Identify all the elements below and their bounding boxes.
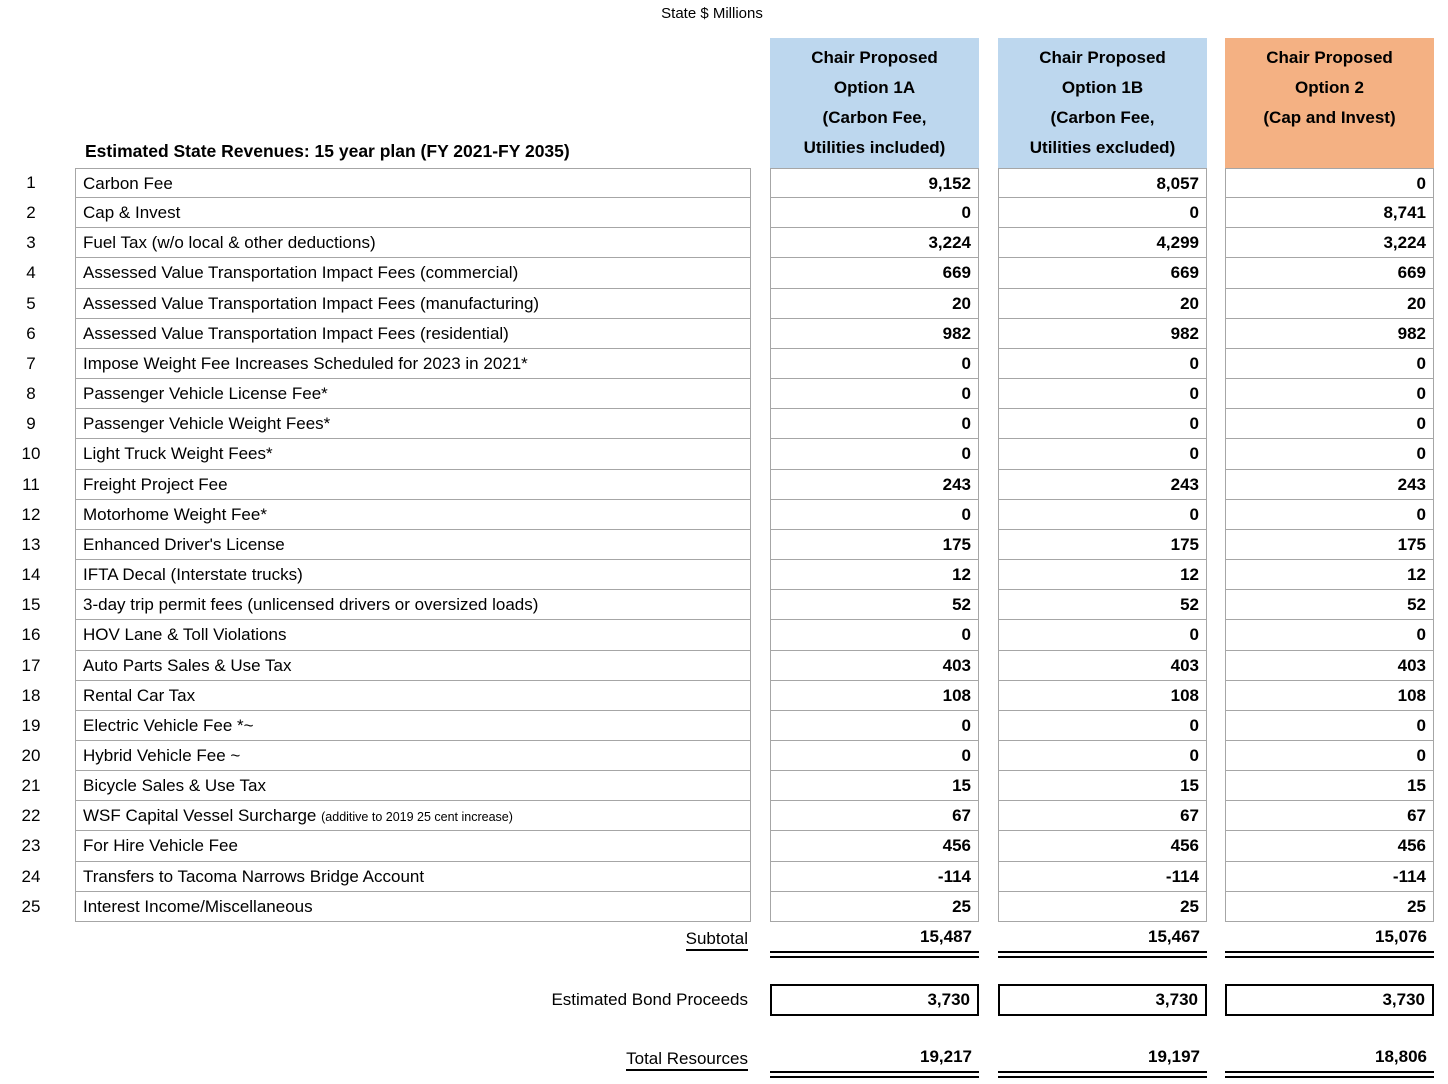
- row-value: 0: [998, 379, 1207, 409]
- row-value: 4,299: [998, 228, 1207, 258]
- row-value: 67: [1225, 801, 1434, 831]
- row-label-text: Impose Weight Fee Increases Scheduled for 2023 in 2021*: [83, 353, 528, 373]
- row-label: [75, 470, 751, 500]
- row-value: 25: [998, 892, 1207, 922]
- total-resources-label: [0, 1046, 748, 1072]
- column-header-line: [1225, 133, 1434, 163]
- row-value: 669: [770, 258, 979, 288]
- row-value: 0: [770, 409, 979, 439]
- row-label: [75, 349, 751, 379]
- row-label-text: Carbon Fee: [83, 174, 173, 193]
- row-label-text: Electric Vehicle Fee *~: [83, 715, 254, 735]
- row-label-text: Enhanced Driver's License: [83, 534, 285, 554]
- row-number: 23: [21, 836, 41, 856]
- row-value: 403: [1225, 651, 1434, 681]
- row-label-text: Auto Parts Sales & Use Tax: [83, 655, 292, 675]
- row-value: -114: [998, 862, 1207, 892]
- row-value: 67: [770, 801, 979, 831]
- subtotal-label-text: Subtotal: [686, 929, 748, 951]
- row-label: [75, 771, 751, 801]
- column-header-option-2: [1225, 38, 1434, 168]
- row-label-note: (additive to 2019 25 cent increase): [321, 810, 513, 825]
- row-label: [75, 319, 751, 349]
- row-label-text: 3-day trip permit fees (unlicensed drivers or oversized loads): [83, 595, 539, 615]
- row-label-text: Light Truck Weight Fees*: [83, 444, 273, 464]
- total-resources-label-text: Total Resources: [626, 1049, 748, 1071]
- row-value: 8,741: [1225, 198, 1434, 228]
- row-label: [75, 590, 751, 620]
- row-value: 67: [998, 801, 1207, 831]
- row-label-text: Passenger Vehicle License Fee*: [83, 384, 328, 404]
- row-value: 175: [770, 530, 979, 560]
- row-value: 0: [1225, 379, 1434, 409]
- row-value: 0: [998, 500, 1207, 530]
- row-number: 1: [26, 173, 36, 192]
- column-header-line: Chair Proposed: [811, 48, 938, 67]
- row-label-text: Assessed Value Transportation Impact Fees (manufacturing): [83, 293, 540, 313]
- row-value: 0: [1225, 409, 1434, 439]
- column-header-line: Chair Proposed: [1039, 48, 1166, 67]
- row-value: 12: [998, 560, 1207, 590]
- row-value: 669: [1225, 258, 1434, 288]
- row-number: 19: [21, 715, 41, 735]
- total-resources-value-option-1a: 19,217: [770, 1044, 979, 1078]
- row-number: 22: [21, 806, 41, 826]
- row-value: 175: [998, 530, 1207, 560]
- subtotal-value-option-1b: 15,467: [998, 924, 1207, 958]
- row-label-text: Freight Project Fee: [83, 474, 228, 494]
- row-number: 3: [26, 233, 36, 253]
- row-label: [75, 258, 751, 288]
- row-label-text: Cap & Invest: [83, 203, 181, 223]
- row-number: 13: [21, 534, 41, 554]
- bond-proceeds-value-option-2: 3,730: [1225, 984, 1434, 1016]
- bond-proceeds-value-option-1b: 3,730: [998, 984, 1207, 1016]
- row-value: 9,152: [770, 168, 979, 198]
- row-label: [75, 681, 751, 711]
- row-value: 108: [998, 681, 1207, 711]
- row-label: [75, 892, 751, 922]
- row-label-text: IFTA Decal (Interstate trucks): [83, 565, 303, 585]
- row-label: [75, 289, 751, 319]
- row-number: 15: [21, 595, 41, 615]
- row-value: 243: [1225, 470, 1434, 500]
- row-value: 403: [770, 651, 979, 681]
- bond-proceeds-value-option-1a: 3,730: [770, 984, 979, 1016]
- row-label-text: Transfers to Tacoma Narrows Bridge Account: [83, 866, 425, 886]
- row-label: [75, 530, 751, 560]
- row-value: 25: [1225, 892, 1434, 922]
- row-number: 14: [21, 565, 41, 585]
- row-value: 0: [770, 198, 979, 228]
- row-value: -114: [770, 862, 979, 892]
- column-header-line: (Carbon Fee,: [822, 108, 927, 127]
- bond-proceeds-label: Estimated Bond Proceeds: [551, 990, 748, 1009]
- total-resources-value-option-1b: 19,197: [998, 1044, 1207, 1078]
- row-label: [75, 560, 751, 590]
- row-number: 25: [21, 896, 41, 916]
- row-value: 456: [1225, 831, 1434, 861]
- row-value: 0: [998, 439, 1207, 469]
- row-number: 20: [21, 745, 41, 765]
- page-title: State $ Millions: [661, 5, 763, 22]
- row-number: 2: [26, 203, 36, 223]
- column-header-line: Utilities included): [803, 138, 946, 157]
- row-label: [75, 379, 751, 409]
- row-label: [75, 801, 751, 831]
- row-value: 175: [1225, 530, 1434, 560]
- row-label-text: Bicycle Sales & Use Tax: [83, 776, 266, 796]
- row-value: 0: [1225, 620, 1434, 650]
- column-header-line: Option 1B: [1061, 78, 1144, 97]
- row-value: 982: [998, 319, 1207, 349]
- total-resources-value-option-2: 18,806: [1225, 1044, 1434, 1078]
- row-value: 0: [998, 409, 1207, 439]
- row-value: 0: [1225, 500, 1434, 530]
- row-value: 3,224: [770, 228, 979, 258]
- row-label-text: Rental Car Tax: [83, 685, 196, 705]
- row-value: 15: [1225, 771, 1434, 801]
- row-label-text: Assessed Value Transportation Impact Fees (residential): [83, 323, 509, 343]
- row-number: 11: [22, 474, 40, 494]
- row-label: [75, 228, 751, 258]
- row-label: [75, 741, 751, 771]
- row-label: [75, 620, 751, 650]
- row-label-text: HOV Lane & Toll Violations: [83, 625, 287, 645]
- row-value: 15: [998, 771, 1207, 801]
- row-value: 456: [998, 831, 1207, 861]
- row-number: 6: [26, 323, 36, 343]
- row-value: 108: [770, 681, 979, 711]
- row-value: 0: [1225, 741, 1434, 771]
- row-value: 0: [770, 349, 979, 379]
- subtotal-value-option-2: 15,076: [1225, 924, 1434, 958]
- row-number: 8: [26, 384, 36, 404]
- row-number: 10: [21, 444, 41, 464]
- row-label: [75, 651, 751, 681]
- row-value: 108: [1225, 681, 1434, 711]
- row-value: 0: [1225, 349, 1434, 379]
- row-value: 243: [998, 470, 1207, 500]
- row-value: 12: [1225, 560, 1434, 590]
- revenue-rows-table: [0, 168, 1434, 922]
- row-value: 982: [770, 319, 979, 349]
- row-value: 0: [770, 711, 979, 741]
- row-label: [75, 711, 751, 741]
- table-heading: Estimated State Revenues: 15 year plan (FY 2021-FY 2035): [85, 141, 570, 161]
- row-label-text: Passenger Vehicle Weight Fees*: [83, 414, 331, 434]
- row-value: 0: [770, 620, 979, 650]
- row-value: 52: [1225, 590, 1434, 620]
- row-label: [75, 862, 751, 892]
- row-value: 3,224: [1225, 228, 1434, 258]
- row-value: 0: [770, 741, 979, 771]
- column-header-line: (Cap and Invest): [1263, 108, 1396, 127]
- row-number: 21: [21, 776, 41, 796]
- row-value: 12: [770, 560, 979, 590]
- row-label: [75, 439, 751, 469]
- subtotal-value-option-1a: 15,487: [770, 924, 979, 958]
- row-value: 0: [998, 198, 1207, 228]
- row-value: 0: [1225, 711, 1434, 741]
- column-header-option-1a: [770, 38, 979, 168]
- row-value: 20: [770, 289, 979, 319]
- column-header-line: (Carbon Fee,: [1050, 108, 1155, 127]
- row-value: 0: [770, 500, 979, 530]
- row-value: 52: [998, 590, 1207, 620]
- column-header-option-1b: [998, 38, 1207, 168]
- row-value: 52: [770, 590, 979, 620]
- row-value: 0: [1225, 439, 1434, 469]
- row-number: 4: [26, 263, 36, 283]
- row-number: 12: [21, 504, 41, 524]
- row-value: 0: [770, 379, 979, 409]
- row-value: 20: [1225, 289, 1434, 319]
- row-label: [75, 831, 751, 861]
- row-label-text: Motorhome Weight Fee*: [83, 504, 267, 524]
- row-number: 5: [26, 293, 36, 313]
- row-value: 8,057: [998, 168, 1207, 198]
- row-label: [75, 198, 751, 228]
- row-label-text: Fuel Tax (w/o local & other deductions): [83, 233, 376, 253]
- row-value: -114: [1225, 862, 1434, 892]
- row-label-text: Assessed Value Transportation Impact Fees (commercial): [83, 263, 519, 283]
- row-label-text: For Hire Vehicle Fee: [83, 836, 238, 856]
- row-number: 18: [21, 685, 41, 705]
- column-header-line: Utilities excluded): [1029, 138, 1176, 157]
- row-label: [75, 409, 751, 439]
- row-value: 456: [770, 831, 979, 861]
- row-value: 243: [770, 470, 979, 500]
- row-number: 24: [21, 866, 41, 886]
- row-number: 7: [26, 353, 36, 373]
- column-header-line: Option 2: [1295, 78, 1364, 97]
- row-value: 0: [770, 439, 979, 469]
- row-value: 403: [998, 651, 1207, 681]
- row-value: 20: [998, 289, 1207, 319]
- subtotal-label: [0, 926, 748, 952]
- row-number: 9: [26, 414, 36, 434]
- row-value: 25: [770, 892, 979, 922]
- row-label: [75, 500, 751, 530]
- row-label-text: WSF Capital Vessel Surcharge: [83, 806, 317, 826]
- row-value: 669: [998, 258, 1207, 288]
- row-value: 15: [770, 771, 979, 801]
- row-label: [75, 168, 751, 198]
- column-header-line: Option 1A: [833, 78, 916, 97]
- row-value: 0: [998, 741, 1207, 771]
- row-number: 17: [21, 655, 41, 675]
- row-number: 16: [21, 625, 41, 645]
- row-label-text: Hybrid Vehicle Fee ~: [83, 745, 241, 765]
- column-header-line: Chair Proposed: [1266, 48, 1393, 67]
- row-value: 0: [998, 620, 1207, 650]
- row-value: 0: [1225, 168, 1434, 198]
- row-value: 0: [998, 349, 1207, 379]
- row-value: 982: [1225, 319, 1434, 349]
- row-label-text: Interest Income/Miscellaneous: [83, 896, 313, 916]
- row-value: 0: [998, 711, 1207, 741]
